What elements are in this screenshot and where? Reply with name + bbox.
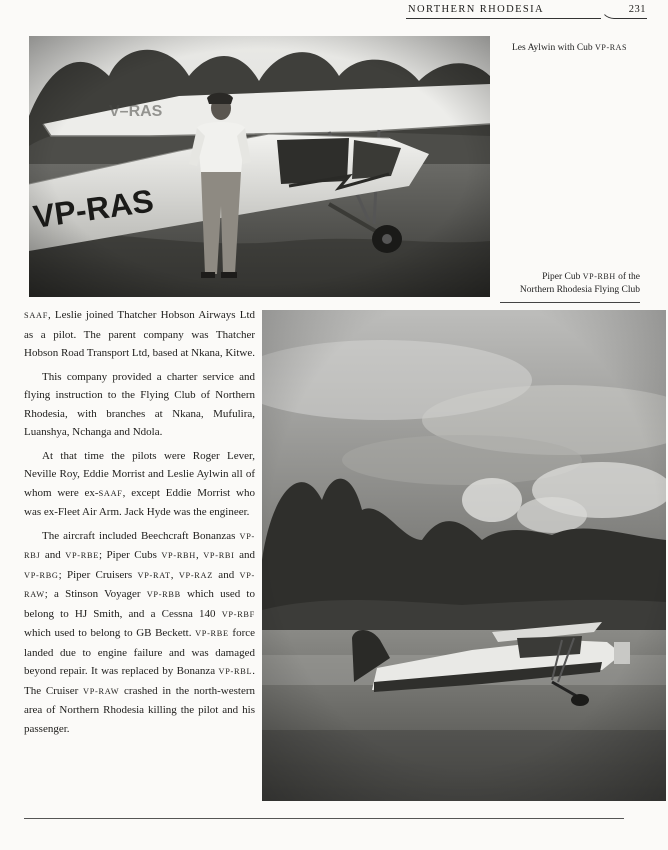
header-rule	[406, 18, 601, 19]
caption-rule	[500, 302, 640, 303]
abbr-saaf: SAAF	[98, 488, 123, 498]
photo-1-image	[29, 36, 490, 297]
photo-1-caption-text: Les Aylwin with Cub	[512, 43, 593, 53]
page-number: 231	[628, 4, 646, 15]
photo-2-caption-post: of the	[618, 272, 640, 282]
registration: VP-RBL	[218, 667, 253, 676]
registration: VP-RBF	[221, 609, 255, 619]
registration: VP-RAZ	[178, 570, 213, 580]
registration: VP-RAW	[83, 686, 120, 696]
section-title: NORTHERN RHODESIA	[408, 4, 545, 15]
paragraph-2: This company provided a charter service and flying instruction to the Flying Club of Northern Rhodesia, with branches at Nkana, Mufulira, Luanshya, Nchanga and Ndola.	[24, 370, 255, 438]
paragraph-3: At that time the pilots were Roger Lever, Neville Roy, Eddie Morrist and Leslie Aylwin all of whom were ex-SAAF, except Eddie Morrist who was ex-Fleet Air Arm. Jack Hyde was the engineer.	[24, 449, 255, 518]
paragraph-4: The aircraft included Beechcraft Bonanzas VP-RBJ and VP-RBE; Piper Cubs VP-RBH, VP-RBI and VP-RBG; Piper Cruisers VP-RAT, VP-RAZ and VP-RAW; a Stinson Voyager VP-RBB which used to belong to HJ Smith, and a Cessna 140 VP-RBF which used to belong to GB Beckett. VP-RBE force landed due to engine failure and was damaged beyond repair. It was replaced by Bonanza VP-RBL. The Cruiser VP-RAW crashed in the north-western area of Northern Rhodesia killing the pilot and his passenger.	[24, 529, 255, 735]
photo-1-caption-registration: VP-RAS	[595, 43, 628, 52]
photo-2-image	[262, 310, 666, 801]
photo-2-caption-line2: Northern Rhodesia Flying Club	[519, 285, 640, 295]
footer-rule	[24, 818, 624, 819]
registration: VP-RAW	[24, 570, 255, 599]
photo-les-aylwin-cub	[29, 36, 490, 297]
registration: VP-RBI	[203, 551, 235, 560]
registration: VP-RAT	[137, 570, 171, 580]
abbr-saaf: SAAF	[24, 311, 49, 320]
paragraph-1: SAAF, Leslie joined Thatcher Hobson Airways Ltd as a pilot. The parent company was Thatcher Hobson Road Transport Ltd, based at Nkana, Kitwe.	[24, 309, 255, 359]
photo-2-caption-pre: Piper Cub	[542, 272, 581, 282]
photo-1-caption	[512, 41, 652, 55]
registration: VP-RBG	[24, 570, 59, 580]
header-rule-curve	[600, 2, 647, 19]
photo-2-caption	[500, 270, 640, 297]
photo-2-caption-registration: VP-RBH	[582, 272, 616, 281]
registration: VP-RBB	[146, 590, 181, 599]
registration: VP-RBJ	[24, 531, 255, 560]
registration: VP-RBH	[161, 551, 196, 560]
registration: VP-RBE	[65, 551, 99, 560]
body-text-column	[24, 306, 255, 738]
photo-piper-cub-vp-rbh	[262, 310, 666, 801]
registration: VP-RBE	[195, 629, 229, 638]
